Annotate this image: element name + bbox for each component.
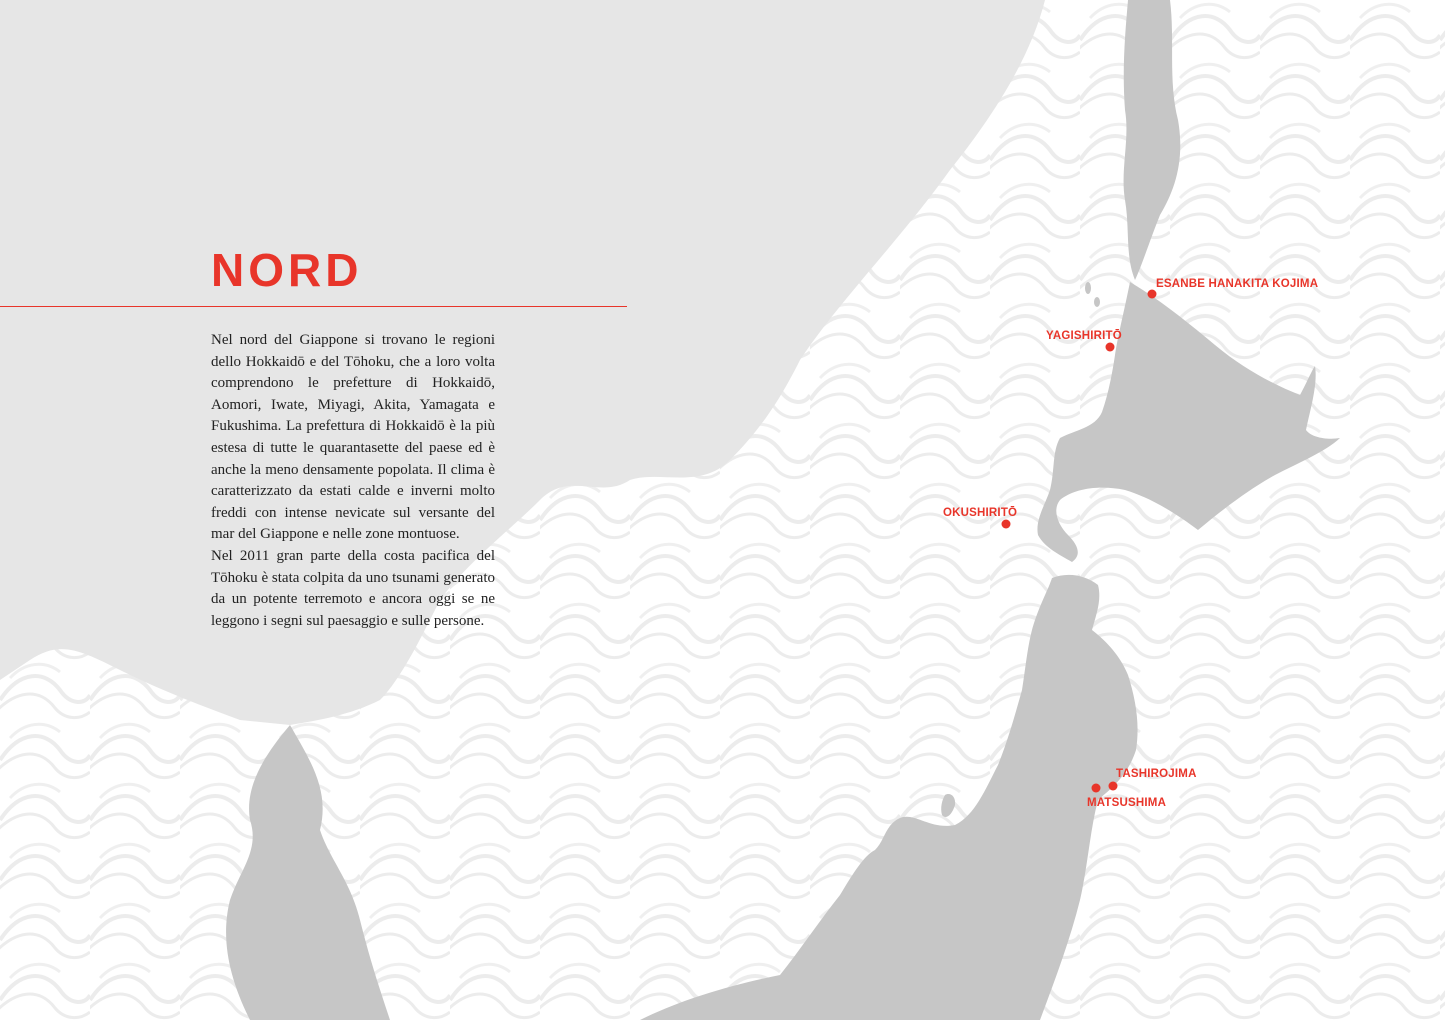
label-okushirito: OKUSHIRITŌ [943,507,1018,519]
pin-matsushima [1092,784,1101,793]
paragraph-2: Nel 2011 gran parte della costa pacifica del Tōhoku è stata colpita da uno tsunami generato da un potente terremoto e ancora oggi se ne leggono i segni sul paesaggio e sulle persone. [211,547,495,629]
paragraph-1: Nel nord del Giappone si trovano le regioni dello Hokkaidō e del Tōhoku, che a loro volta comprendono le prefetture di Hokkaidō, Aomori, Iwate, Miyagi, Akita, Yamagata e Fukushima. La prefettura di Hokkaidō è la più estesa di tutte le quarantasette del paese ed è anche la meno densamente popolata. Il clima è caratterizzato da estati calde e inverni molto freddi con intense nevicate sul versante del mar del Giappone e nelle zone montuose. [211,332,495,543]
rishiri-island [1085,282,1091,294]
rebun-island [1094,297,1100,307]
label-esanbe-hanakita-kojima: ESANBE HANAKITA KOJIMA [1156,278,1319,290]
label-yagishirito: YAGISHIRITŌ [1046,330,1122,342]
body-text [211,330,495,632]
pin-yagishirito [1106,343,1115,352]
label-tashirojima: TASHIROJIMA [1116,768,1197,780]
title-divider [0,306,627,307]
label-matsushima: MATSUSHIMA [1087,797,1167,809]
page-title: NORD [211,244,363,296]
pin-tashirojima [1109,782,1118,791]
pin-okushirito [1002,520,1011,529]
